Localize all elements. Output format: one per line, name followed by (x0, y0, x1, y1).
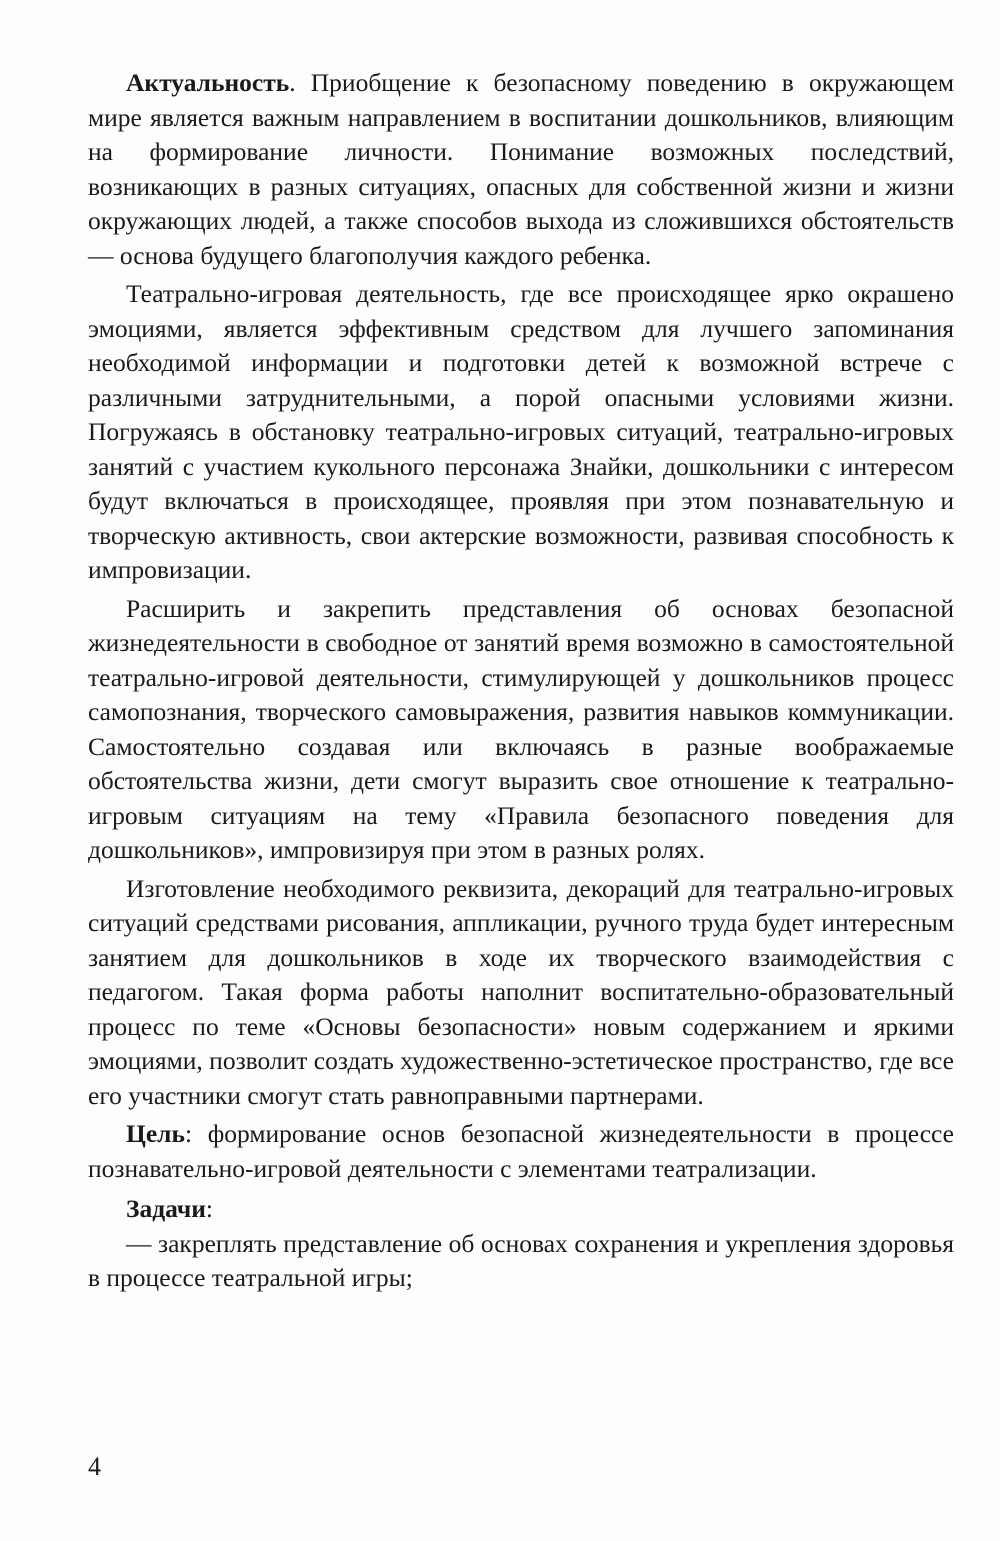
tasks-heading (88, 1192, 954, 1227)
relevance-lead: Актуальность (126, 68, 290, 97)
relevance-text: . Приобщение к безопасному поведению в окружающем мире является важным направлением в воспитании дошкольников, влияющим на формирование личности. Понимание возможных последствий, возникающих в разных ситуациях, опасных для собственной жизни и жизни окружающих людей, а также способов выхода из сложившихся обстоятельств — основа будущего благополучия каждого ребенка. (88, 68, 954, 270)
page-body (88, 66, 954, 1296)
paragraph-goal (88, 1117, 954, 1186)
page-number: 4 (88, 1452, 101, 1481)
paragraph-relevance (88, 66, 954, 273)
task-item: — закреплять представление об основах сохранения и укрепления здоровья в процессе театральной игры; (88, 1228, 954, 1292)
goal-text: : формирование основ безопасной жизнедеятельности в процессе познавательно-игровой деятельности с элементами театрализации. (88, 1119, 954, 1183)
goal-lead: Цель (126, 1119, 185, 1148)
tasks-heading-label: Задачи (126, 1194, 206, 1223)
paragraph-theatre-activity: Театрально-игровая деятельность, где все происходящее ярко окрашено эмоциями, является эффективным средством для лучшего запоминания необходимой информации и подготовки детей к возможной встрече с различными затруднительными, а порой опасными условиями жизни. Погружаясь в обстановку театрально-игровых ситуаций, театрально-игровых занятий с участием кукольного персонажа Знайки, дошкольники с интересом будут включаться в происходящее, проявляя при этом познавательную и творческую активность, свои актерские возможности, развивая способность к импровизации. (88, 279, 954, 584)
tasks-heading-colon: : (205, 1194, 214, 1223)
paragraph-independent-activity: Расширить и закрепить представления об основах безопасной жизнедеятельности в свободное от занятий время возможно в самостоятельной театрально-игровой деятельности, стимулирующей у дошкольников процесс самопознания, творческого самовыражения, развития навыков коммуникации. Самостоятельно создавая или включаясь в разные воображаемые обстоятельства жизни, дети смогут выразить свое отношение к театрально-игровым ситуациям на тему «Правила безопасного поведения для дошкольников», импровизируя при этом в разных ролях. (88, 593, 954, 864)
paragraph-props-making: Изготовление необходимого реквизита, декораций для театрально-игровых ситуаций средствами рисования, аппликации, ручного труда будет интересным занятием для дошкольников в ходе их творческого взаимодействия с педагогом. Такая форма работы наполнит воспитательно-образовательный процесс по теме «Основы безопасности» новым содержанием и яркими эмоциями, позволит создать художественно-эстетическое пространство, где все его участники смогут стать равноправными партнерами. (88, 873, 954, 1110)
